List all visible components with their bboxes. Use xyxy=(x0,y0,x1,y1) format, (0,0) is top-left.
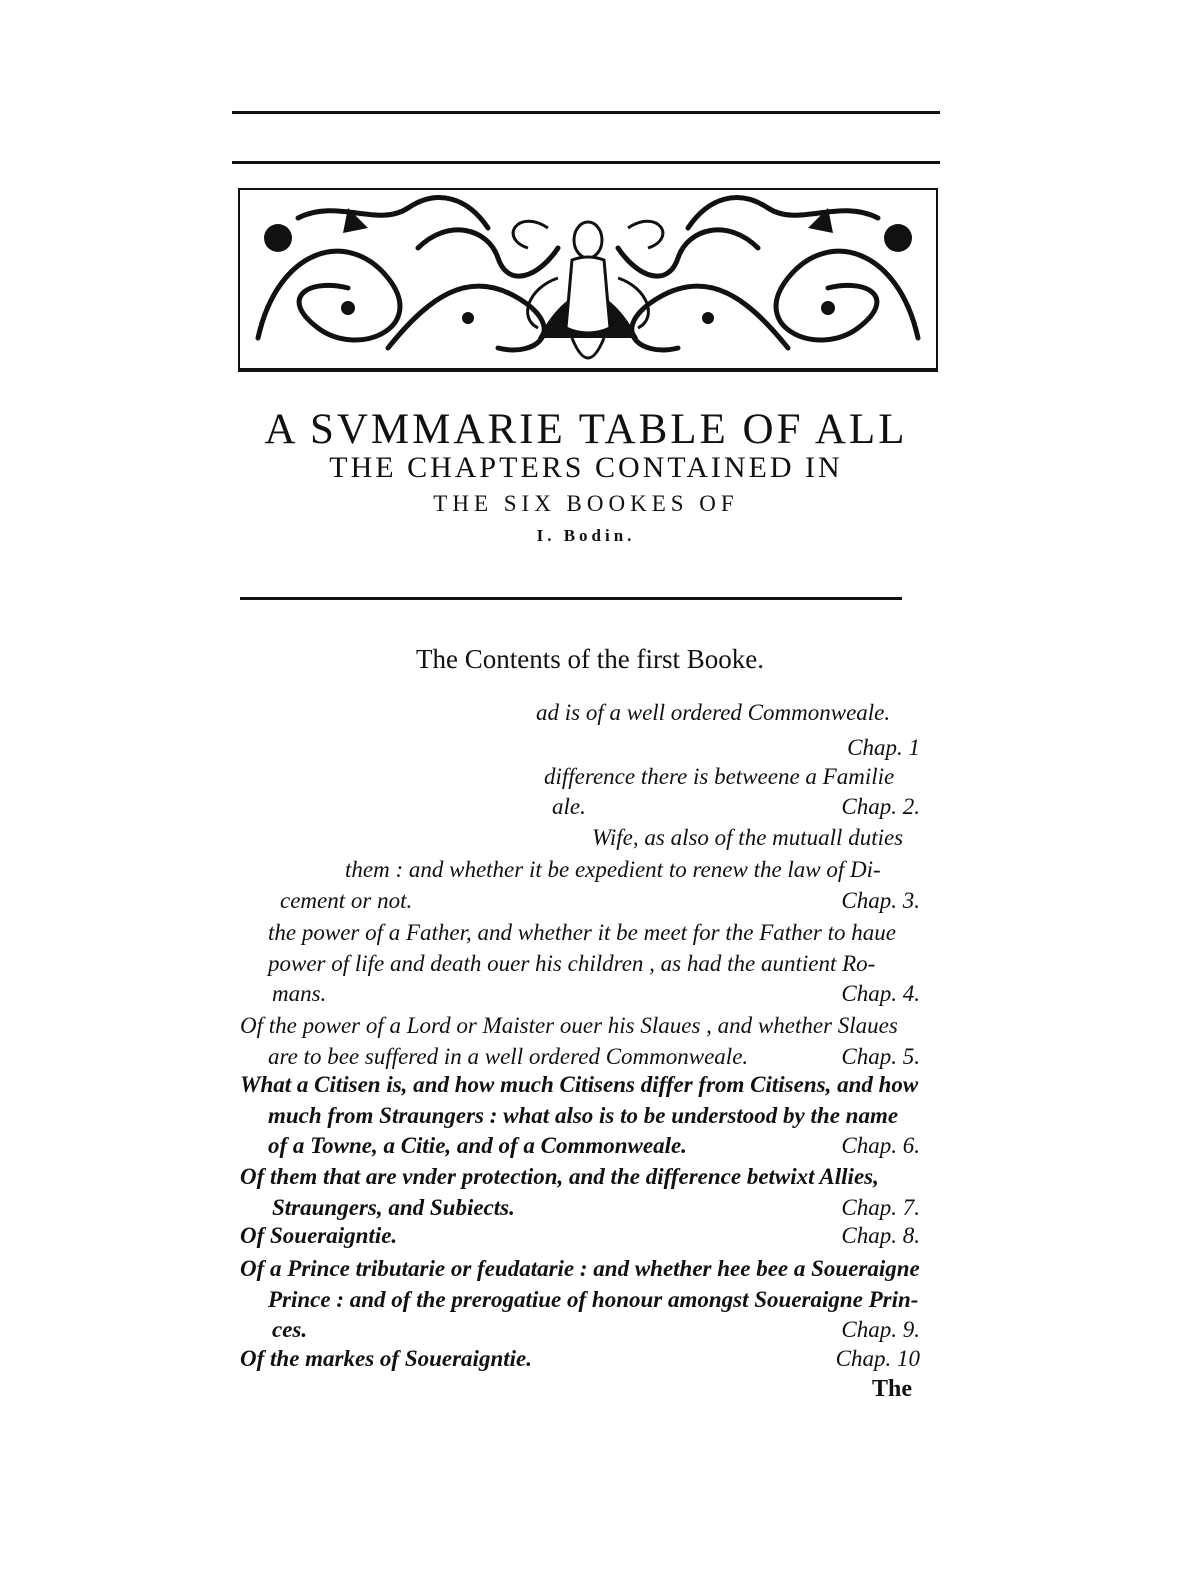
entry-10-chap: Chap. 10 xyxy=(835,1346,920,1371)
title-line-1: A SVMMARIE TABLE OF ALL xyxy=(264,406,908,453)
entry-3-line-1: Wife, as also of the mutuall duties xyxy=(592,825,904,850)
contents-heading: The Contents of the first Booke. xyxy=(416,644,764,674)
entry-2-line-1: difference there is betweene a Familie xyxy=(544,764,895,789)
entry-8-chap: Chap. 8. xyxy=(841,1223,920,1248)
entry-1-line-1: ad is of a well ordered Commonweale. xyxy=(536,700,891,725)
entry-5-chap: Chap. 5. xyxy=(841,1044,920,1069)
entry-3-chap: Chap. 3. xyxy=(841,888,920,913)
entry-6-line-3: of a Towne, a Citie, and of a Commonweale. xyxy=(268,1133,687,1158)
entry-7-chap: Chap. 7. xyxy=(841,1195,920,1220)
ornamental-header-band xyxy=(238,188,938,386)
catchword: The xyxy=(872,1376,913,1402)
entry-9-line-2: Prince : and of the prerogatiue of honour amongst Soueraigne Prin- xyxy=(268,1287,919,1312)
entry-9-line-3: ces. xyxy=(272,1317,308,1342)
second-rule xyxy=(232,161,940,164)
entry-5-line-1: Of the power of a Lord or Maister ouer his Slaues , and whether Slaues xyxy=(240,1013,898,1038)
entry-9-line-1: Of a Prince tributarie or feudatarie : and whether hee bee a Soueraigne xyxy=(240,1256,920,1281)
entry-6-chap: Chap. 6. xyxy=(841,1133,920,1158)
entry-10-line-1: Of the markes of Soueraigntie. xyxy=(240,1346,532,1371)
entry-5-line-2: are to bee suffered in a well ordered Commonweale. xyxy=(268,1044,749,1069)
entry-8-line-1: Of Soueraigntie. xyxy=(240,1223,398,1248)
entry-9-chap: Chap. 9. xyxy=(841,1317,920,1342)
entry-4-chap: Chap. 4. xyxy=(841,981,920,1006)
entry-7-line-1: Of them that are vnder protection, and the difference betwixt Allies, xyxy=(240,1164,879,1189)
entry-1-chap: Chap. 1 xyxy=(847,735,920,760)
section-rule xyxy=(240,597,902,600)
title-line-2: THE CHAPTERS CONTAINED IN xyxy=(329,451,843,484)
entry-3-line-2: them : and whether it be expedient to renew the law of Di- xyxy=(345,857,881,882)
entry-4-line-1: the power of a Father, and whether it be meet for the Father to haue xyxy=(268,920,896,945)
entry-6-line-2: much from Straungers : what also is to be understood by the name xyxy=(268,1103,899,1128)
entry-3-line-3: cement or not. xyxy=(280,888,413,913)
entry-2-chap: Chap. 2. xyxy=(841,794,920,819)
entry-4-line-2: power of life and death ouer his children , as had the auntient Ro- xyxy=(268,951,876,976)
title-line-4: I. Bodin. xyxy=(536,526,636,545)
top-rule xyxy=(232,111,940,114)
title-line-3: THE SIX BOOKES OF xyxy=(433,491,739,516)
entry-2-line-2: ale. xyxy=(552,794,586,819)
entry-7-line-2: Straungers, and Subiects. xyxy=(272,1195,515,1220)
entry-6-line-1: What a Citisen is, and how much Citisens differ from Citisens, and how xyxy=(240,1072,919,1097)
entry-4-line-3: mans. xyxy=(272,981,327,1006)
